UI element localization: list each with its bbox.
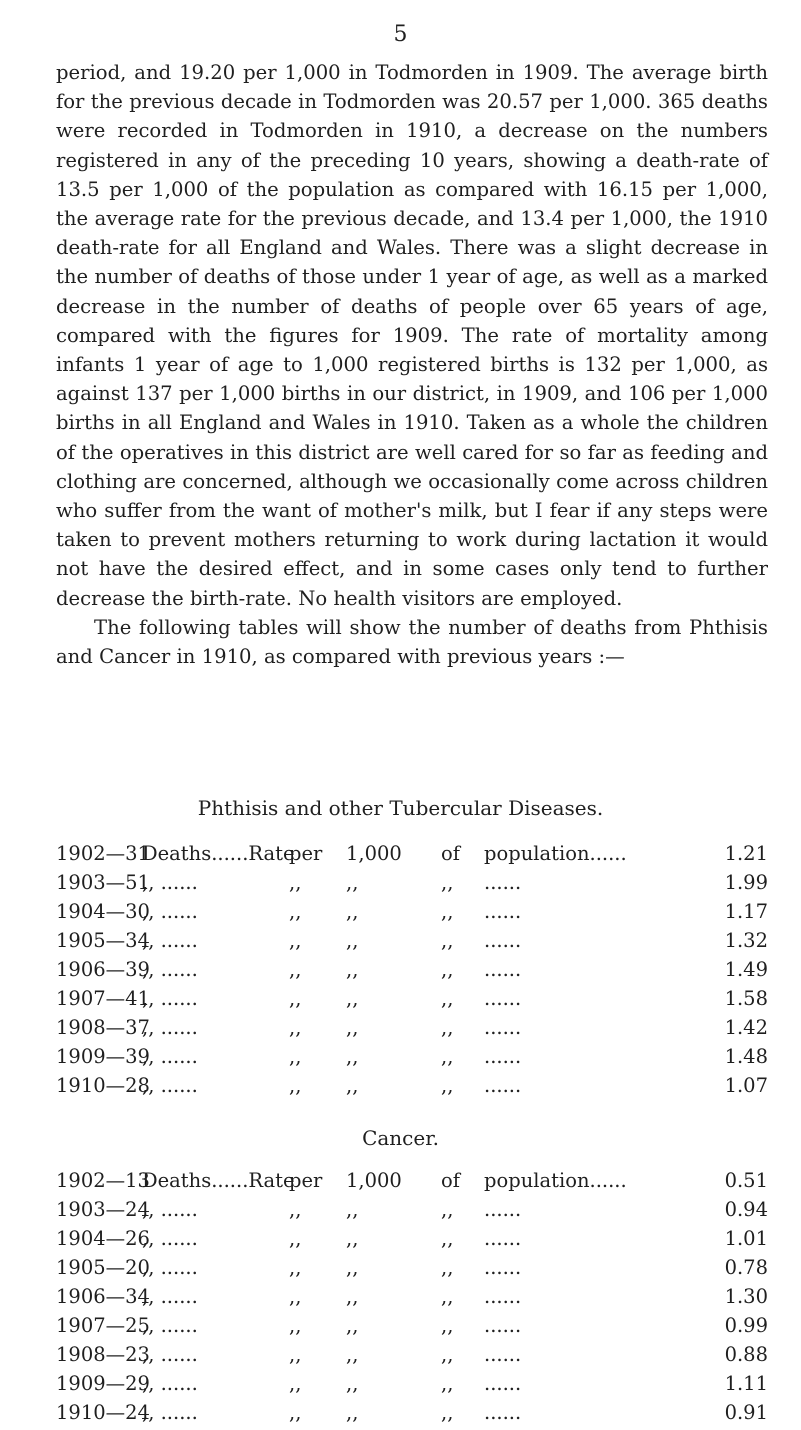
row-per: ,, xyxy=(289,1343,302,1366)
paragraph-mortality: period, and 19.20 per 1,000 in Todmorden in 1909. The average birth for the previous decade in Todmorden was 20.57 per 1,000. 365 deaths were recorded in Todmorden in 1910, a decrease on the numbers registered in any of the preceding 10 years, showing a death-rate of 13.5 per 1,000 of the population as compared with 16.15 per 1,000, the average rate for the previous decade, and 13.4 per 1,000, the 1910 death-rate for all England and Wales. There was a slight decrease in the number of deaths of those under 1 year of age, as well as a marked decrease in the number of deaths of people over 65 years of age, compared with the figures for 1909. The rate of mortality among infants 1 year of age to 1,000 registered births is 132 per 1,000, as against 137 per 1,000 births in our district, in 1909, and 106 per 1,000 births in all England and Wales in 1910. Taken as a whole the children of the operatives in this district are well cared for so far as feeding and clothing are concerned, although we occasionally come across children who suffer from the want of mother's milk, but I fear if any steps were taken to prevent mothers returning to work during lactation it would not have the desired effect, and in some cases only tend to further decrease the birth-rate. No health visitors are employed. xyxy=(56,61,768,610)
table-row xyxy=(56,842,768,871)
row-year: 1910—28 xyxy=(56,1074,150,1097)
row-rate-value: 1.07 xyxy=(724,1074,768,1097)
row-year: 1910—24 xyxy=(56,1401,150,1424)
row-label: ,, ...... xyxy=(142,1045,198,1068)
row-per: ,, xyxy=(289,1198,302,1221)
row-year: 1903—51 xyxy=(56,871,150,894)
row-year: 1909—39 xyxy=(56,1045,150,1068)
row-per: ,, xyxy=(289,958,302,981)
row-rate-value: 1.58 xyxy=(724,987,768,1010)
row-label: ,, ...... xyxy=(142,1198,198,1221)
row-label: ,, ...... xyxy=(142,1372,198,1395)
row-population: ...... xyxy=(484,1074,522,1097)
row-year: 1909—29 xyxy=(56,1372,150,1395)
row-of: of xyxy=(441,1169,460,1192)
row-population: population...... xyxy=(484,842,627,865)
row-population: ...... xyxy=(484,1401,522,1424)
row-rate-value: 1.11 xyxy=(724,1372,768,1395)
row-per-number: 1,000 xyxy=(346,1169,402,1192)
row-per-number: ,, xyxy=(346,1314,359,1337)
row-per-number: ,, xyxy=(346,1227,359,1250)
row-rate-value: 0.91 xyxy=(724,1401,768,1424)
table-row xyxy=(56,929,768,958)
row-label: ,, ...... xyxy=(142,929,198,952)
row-label: ,, ...... xyxy=(142,1314,198,1337)
row-per-number: ,, xyxy=(346,1372,359,1395)
table-row xyxy=(56,1401,768,1430)
body-text xyxy=(56,58,768,671)
row-per: ,, xyxy=(289,1401,302,1424)
cancer-table xyxy=(56,1169,768,1430)
row-year: 1906—34 xyxy=(56,1285,150,1308)
row-of: ,, xyxy=(441,1045,454,1068)
table-row xyxy=(56,1372,768,1401)
row-of: ,, xyxy=(441,958,454,981)
row-of: ,, xyxy=(441,1256,454,1279)
row-of: ,, xyxy=(441,987,454,1010)
row-rate-value: 1.99 xyxy=(724,871,768,894)
row-label: Deaths......Rate xyxy=(142,842,295,865)
row-rate-value: 1.48 xyxy=(724,1045,768,1068)
row-per-number: ,, xyxy=(346,1074,359,1097)
row-population: ...... xyxy=(484,958,522,981)
row-rate-value: 1.42 xyxy=(724,1016,768,1039)
row-year: 1908—23 xyxy=(56,1343,150,1366)
row-population: ...... xyxy=(484,1372,522,1395)
row-of: ,, xyxy=(441,871,454,894)
table-row xyxy=(56,1016,768,1045)
row-per: ,, xyxy=(289,1016,302,1039)
table-row xyxy=(56,1045,768,1074)
row-population: ...... xyxy=(484,1343,522,1366)
row-population: ...... xyxy=(484,871,522,894)
row-per-number: ,, xyxy=(346,900,359,923)
row-year: 1904—26 xyxy=(56,1227,150,1250)
row-of: ,, xyxy=(441,929,454,952)
row-label: ,, ...... xyxy=(142,1074,198,1097)
row-population: ...... xyxy=(484,987,522,1010)
row-population: population...... xyxy=(484,1169,627,1192)
phthisis-table xyxy=(56,842,768,1103)
table-row xyxy=(56,1314,768,1343)
row-label: Deaths......Rate xyxy=(142,1169,295,1192)
row-year: 1906—39 xyxy=(56,958,150,981)
row-of: ,, xyxy=(441,1372,454,1395)
table-row xyxy=(56,1285,768,1314)
row-label: ,, ...... xyxy=(142,1227,198,1250)
row-of: ,, xyxy=(441,1198,454,1221)
row-population: ...... xyxy=(484,1285,522,1308)
row-rate-value: 0.94 xyxy=(724,1198,768,1221)
row-of: ,, xyxy=(441,1016,454,1039)
row-per: ,, xyxy=(289,1074,302,1097)
row-of: ,, xyxy=(441,1401,454,1424)
row-population: ...... xyxy=(484,1016,522,1039)
row-rate-value: 1.17 xyxy=(724,900,768,923)
row-per: ,, xyxy=(289,1227,302,1250)
row-label: ,, ...... xyxy=(142,1401,198,1424)
row-label: ,, ...... xyxy=(142,1285,198,1308)
row-per: ,, xyxy=(289,871,302,894)
row-per: ,, xyxy=(289,1285,302,1308)
paragraph-tables-intro: The following tables will show the number of deaths from Phthisis and Cancer in 1910, as compared with previous years :— xyxy=(56,615,768,669)
row-per-number: ,, xyxy=(346,1045,359,1068)
row-per: ,, xyxy=(289,900,302,923)
row-year: 1902—31 xyxy=(56,842,150,865)
row-per-number: ,, xyxy=(346,1256,359,1279)
row-per: per xyxy=(289,842,323,865)
row-per: ,, xyxy=(289,929,302,952)
row-population: ...... xyxy=(484,1227,522,1250)
row-year: 1905—20 xyxy=(56,1256,150,1279)
row-per-number: 1,000 xyxy=(346,842,402,865)
row-per-number: ,, xyxy=(346,958,359,981)
cancer-table-title: Cancer. xyxy=(362,1126,439,1150)
row-rate-value: 0.78 xyxy=(724,1256,768,1279)
table-row xyxy=(56,987,768,1016)
row-per-number: ,, xyxy=(346,1401,359,1424)
row-label: ,, ...... xyxy=(142,1343,198,1366)
row-rate-value: 1.49 xyxy=(724,958,768,981)
row-year: 1905—34 xyxy=(56,929,150,952)
row-year: 1902—13 xyxy=(56,1169,150,1192)
row-of: ,, xyxy=(441,900,454,923)
table-row xyxy=(56,1074,768,1103)
row-per-number: ,, xyxy=(346,871,359,894)
page-number: 5 xyxy=(393,22,408,47)
row-population: ...... xyxy=(484,900,522,923)
row-rate-value: 1.32 xyxy=(724,929,768,952)
row-population: ...... xyxy=(484,1045,522,1068)
row-year: 1908—37 xyxy=(56,1016,150,1039)
table-row xyxy=(56,871,768,900)
table-row xyxy=(56,1227,768,1256)
row-label: ,, ...... xyxy=(142,900,198,923)
row-year: 1903—24 xyxy=(56,1198,150,1221)
table-row xyxy=(56,1169,768,1198)
row-per-number: ,, xyxy=(346,1198,359,1221)
row-label: ,, ...... xyxy=(142,1016,198,1039)
table-row xyxy=(56,1343,768,1372)
row-rate-value: 0.99 xyxy=(724,1314,768,1337)
row-population: ...... xyxy=(484,929,522,952)
row-per-number: ,, xyxy=(346,1343,359,1366)
table-row xyxy=(56,900,768,929)
row-label: ,, ...... xyxy=(142,871,198,894)
phthisis-table-title: Phthisis and other Tubercular Diseases. xyxy=(197,796,604,820)
row-label: ,, ...... xyxy=(142,958,198,981)
table-row xyxy=(56,958,768,987)
row-label: ,, ...... xyxy=(142,987,198,1010)
row-rate-value: 0.88 xyxy=(724,1343,768,1366)
row-per: ,, xyxy=(289,1314,302,1337)
row-per: per xyxy=(289,1169,323,1192)
row-rate-value: 1.01 xyxy=(724,1227,768,1250)
row-of: ,, xyxy=(441,1343,454,1366)
row-rate-value: 1.30 xyxy=(724,1285,768,1308)
row-year: 1907—41 xyxy=(56,987,150,1010)
row-per: ,, xyxy=(289,1372,302,1395)
row-of: ,, xyxy=(441,1227,454,1250)
row-of: ,, xyxy=(441,1314,454,1337)
row-of: ,, xyxy=(441,1074,454,1097)
row-of: of xyxy=(441,842,460,865)
row-per: ,, xyxy=(289,987,302,1010)
table-row xyxy=(56,1198,768,1227)
row-of: ,, xyxy=(441,1285,454,1308)
row-per-number: ,, xyxy=(346,1016,359,1039)
row-per-number: ,, xyxy=(346,929,359,952)
row-per: ,, xyxy=(289,1256,302,1279)
row-population: ...... xyxy=(484,1256,522,1279)
row-population: ...... xyxy=(484,1198,522,1221)
row-rate-value: 1.21 xyxy=(724,842,768,865)
row-per-number: ,, xyxy=(346,987,359,1010)
row-per-number: ,, xyxy=(346,1285,359,1308)
row-label: ,, ...... xyxy=(142,1256,198,1279)
table-row xyxy=(56,1256,768,1285)
row-population: ...... xyxy=(484,1314,522,1337)
row-year: 1907—25 xyxy=(56,1314,150,1337)
row-per: ,, xyxy=(289,1045,302,1068)
row-year: 1904—30 xyxy=(56,900,150,923)
row-rate-value: 0.51 xyxy=(724,1169,768,1192)
